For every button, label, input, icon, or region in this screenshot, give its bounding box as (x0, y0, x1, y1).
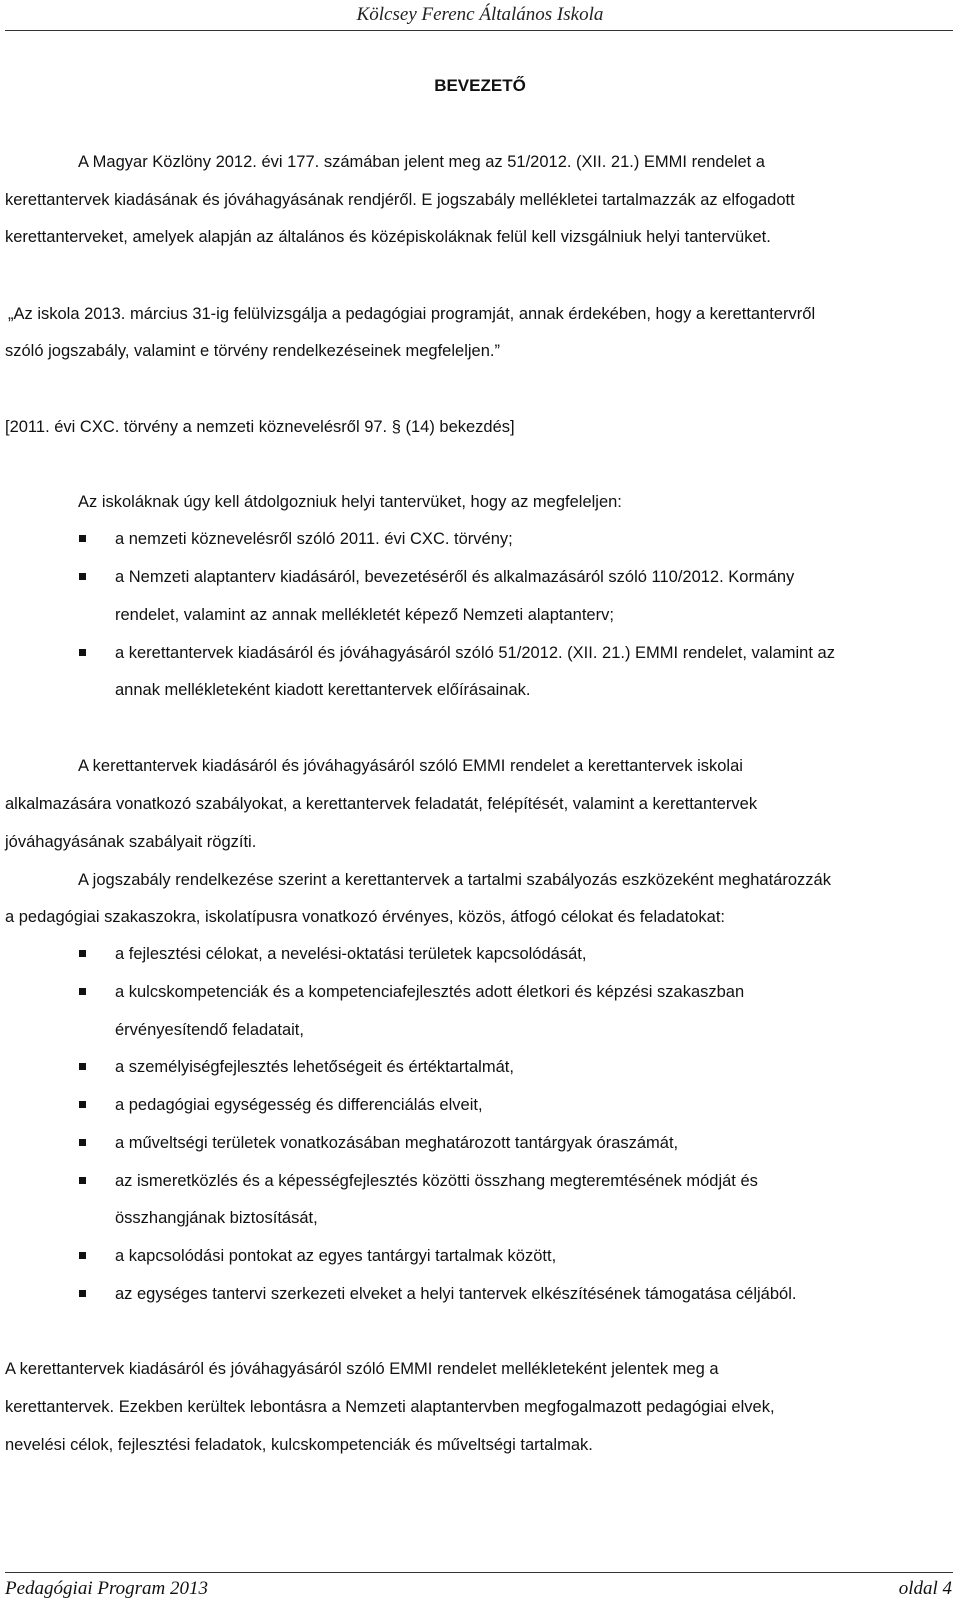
goal-item-6b: összhangjának biztosítását, (115, 1209, 318, 1227)
law-reference: [2011. évi CXC. törvény a nemzeti köznevelésről 97. § (14) bekezdés] (5, 418, 515, 436)
goal-item-2b: érvényesítendő feladatait, (115, 1021, 304, 1039)
goal-item-5: a műveltségi területek vonatkozásában meghatározott tantárgyak óraszámát, (115, 1134, 679, 1152)
bullet-icon (79, 573, 86, 580)
para3-line-2: a pedagógiai szakaszokra, iskolatípusra vonatkozó érvényes, közös, átfogó célokat és feladatokat: (5, 908, 726, 926)
adapt-lead: Az iskoláknak úgy kell átdolgozniuk helyi tantervüket, hogy az megfeleljen: (78, 493, 622, 511)
quote-line-2: szóló jogszabály, valamint e törvény rendelkezéseinek megfeleljen.” (5, 342, 500, 360)
goal-item-2a: a kulcskompetenciák és a kompetenciafejlesztés adott életkori és képzési szakaszban (115, 983, 745, 1001)
intro-line-2: kerettantervek kiadásának és jóváhagyásának rendjéről. E jogszabály mellékletei tartalmazzák az elfogadott (5, 191, 795, 209)
bullet-icon (79, 1101, 86, 1108)
quote-line-1: „Az iskola 2013. március 31-ig felülvizsgálja a pedagógiai programját, annak érdekében, hogy a kerettantervről (8, 305, 816, 323)
bullet-icon (79, 950, 86, 957)
section-heading: BEVEZETŐ (434, 76, 526, 95)
adapt-item-3a: a kerettantervek kiadásáról és jóváhagyásáról szóló 51/2012. (XII. 21.) EMMI rendelet, valamint az (115, 644, 835, 662)
intro-line-3: kerettanterveket, amelyek alapján az általános és középiskoláknak felül kell vizsgálniuk helyi tantervüket. (5, 228, 771, 246)
adapt-item-3b: annak mellékleteként kiadott kerettantervek előírásainak. (115, 681, 531, 699)
bullet-icon (79, 1177, 86, 1184)
header-divider (5, 30, 953, 31)
bullet-icon (79, 988, 86, 995)
bullet-icon (79, 535, 86, 542)
goal-item-8: az egységes tantervi szerkezeti elveket a helyi tantervek elkészítésének támogatása céljából. (115, 1285, 797, 1303)
adapt-item-2b: rendelet, valamint az annak mellékletét képező Nemzeti alaptanterv; (115, 606, 614, 624)
footer-divider (5, 1572, 953, 1573)
bullet-icon (79, 1063, 86, 1070)
para3-line-1: A jogszabály rendelkezése szerint a kerettantervek a tartalmi szabályozás eszközeként meghatározzák (78, 871, 831, 889)
footer-page-number: oldal 4 (898, 1578, 952, 1599)
footer-program-name: Pedagógiai Program 2013 (5, 1578, 209, 1599)
para2-line-1: A kerettantervek kiadásáról és jóváhagyásáról szóló EMMI rendelet a kerettantervek iskolai (78, 757, 743, 775)
bullet-icon (79, 1252, 86, 1259)
para4-line-1: A kerettantervek kiadásáról és jóváhagyásáról szóló EMMI rendelet mellékleteként jelentek meg a (5, 1360, 719, 1378)
goal-item-6a: az ismeretközlés és a képességfejlesztés közötti összhang megteremtésének módját és (115, 1172, 758, 1190)
header-school-name: Kölcsey Ferenc Általános Iskola (356, 4, 604, 25)
adapt-item-2a: a Nemzeti alaptanterv kiadásáról, bevezetéséről és alkalmazásáról szóló 110/2012. Kormány (115, 568, 795, 586)
bullet-icon (79, 1290, 86, 1297)
goal-item-1: a fejlesztési célokat, a nevelési-oktatási területek kapcsolódását, (115, 945, 587, 963)
bullet-icon (79, 1139, 86, 1146)
intro-line-1: A Magyar Közlöny 2012. évi 177. számában jelent meg az 51/2012. (XII. 21.) EMMI rendelet a (78, 153, 765, 171)
para4-line-2: kerettantervek. Ezekben kerültek lebontásra a Nemzeti alaptantervben megfogalmazott pedagógiai elvek, (5, 1398, 775, 1416)
bullet-icon (79, 649, 86, 656)
goal-item-7: a kapcsolódási pontokat az egyes tantárgyi tartalmak között, (115, 1247, 557, 1265)
para2-line-2: alkalmazására vonatkozó szabályokat, a kerettantervek feladatát, felépítését, valamint a kerettantervek (5, 795, 758, 813)
adapt-item-1: a nemzeti köznevelésről szóló 2011. évi CXC. törvény; (115, 530, 513, 548)
goal-item-4: a pedagógiai egységesség és differenciálás elveit, (115, 1096, 483, 1114)
goal-item-3: a személyiségfejlesztés lehetőségeit és értéktartalmát, (115, 1058, 514, 1076)
para2-line-3: jóváhagyásának szabályait rögzíti. (5, 833, 257, 851)
para4-line-3: nevelési célok, fejlesztési feladatok, kulcskompetenciák és műveltségi tartalmak. (5, 1436, 593, 1454)
